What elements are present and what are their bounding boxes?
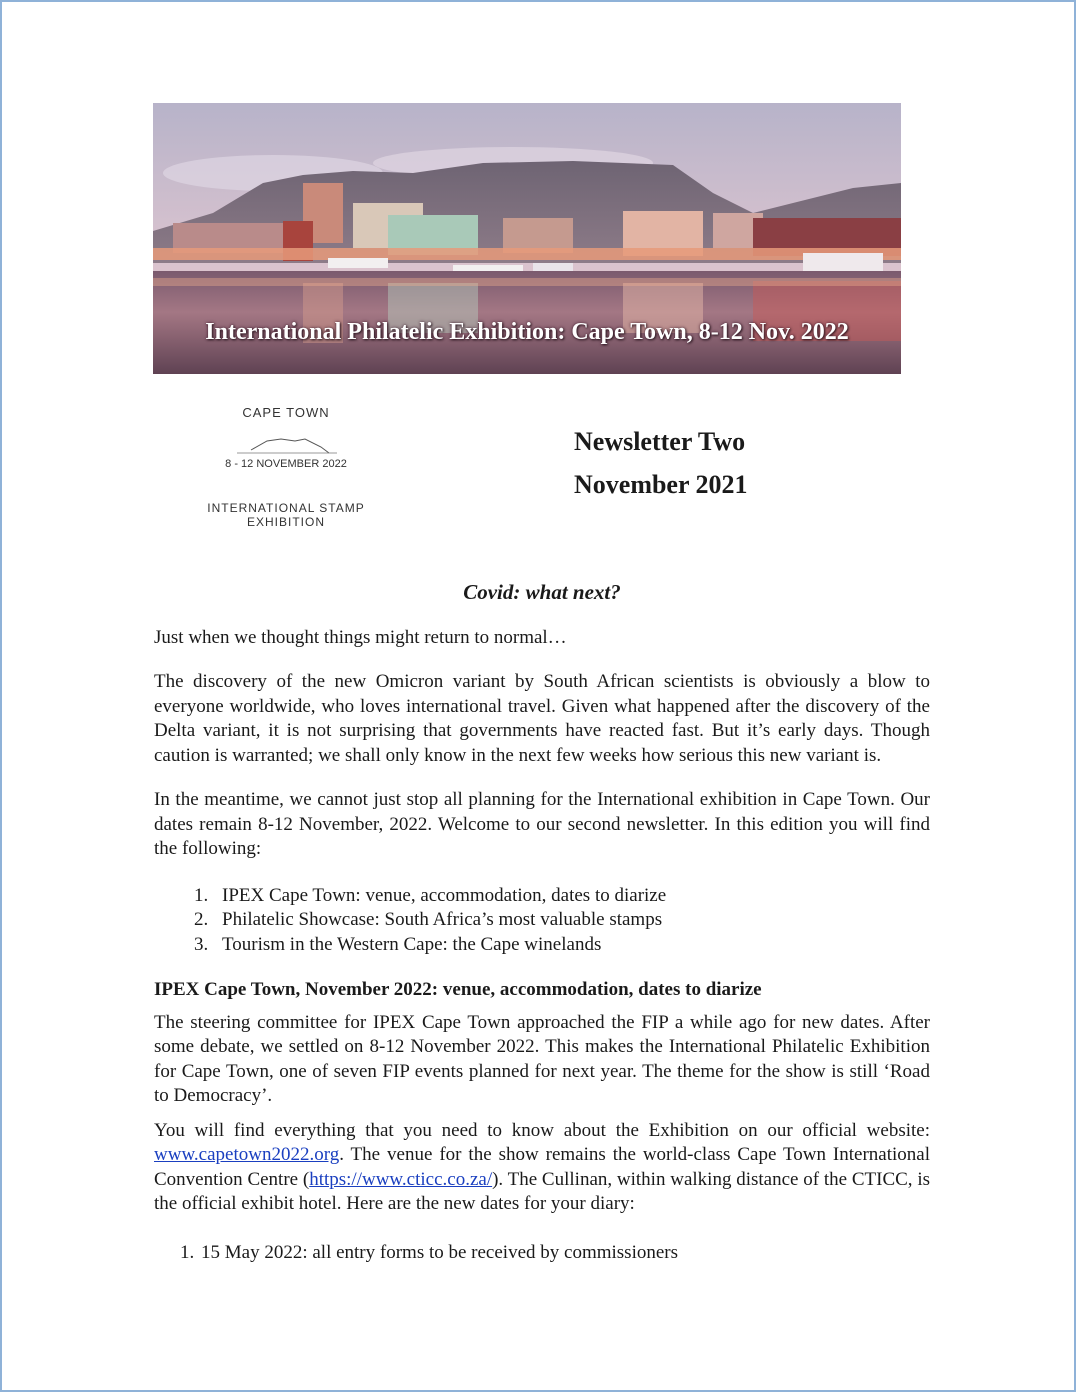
newsletter-date: November 2021 [574,470,748,499]
ipex-heading: IPEX Cape Town, November 2022: venue, accommodation, dates to diarize [154,979,762,1000]
newsletter-title: Newsletter Two [574,427,746,456]
list-item: 2. Philatelic Showcase: South Africa’s most valuable stamps [194,909,663,930]
header-banner-image [153,103,901,374]
newsletter-body [154,580,930,1265]
cticc-link[interactable]: https://www.cticc.co.za/ [309,1168,493,1190]
banner-caption: International Philatelic Exhibition: Cape Town, 8-12 Nov. 2022 [205,319,849,345]
covid-intro: Just when we thought things might return to normal… [154,626,567,648]
ipex-paragraph-website: You will find everything that you need to know about the Exhibition on our official website: www.capetown2022.org. The venue for the show remains the world-class Cape Town International Convention Centre (https://www.cticc.co.za/). The Cullinan, within walking distance of the CTICC, is the official exhibit hotel. Here are the new dates for your diary: [154,1119,931,1214]
list-item: 3. Tourism in the Western Cape: the Cape winelands [194,933,602,955]
stamp-ring-text: INTERNATIONAL STAMP EXHIBITION [207,501,365,529]
exhibition-stamp-logo [197,397,375,529]
covid-paragraph-omicron: The discovery of the new Omicron variant by South African scientists is obviously a blow to everyone worldwide, who loves international travel. Given what happened after the discovery of the Delta variant, it is not surprising that governments have reacted fast. But it’s early days. Though caution is warranted; we shall only know in the next few weeks how serious this new variant is. [154,671,930,766]
ipex-paragraph-dates: The steering committee for IPEX Cape Town approached the FIP a while ago for new dates. After some debate, we settled on 8-12 November 2022. This makes the International Philatelic Exhibition for Cape Town, one of seven FIP events planned for next year. The theme for the show is still ‘Road to Democracy’. [154,1011,930,1106]
list-item: 1. 15 May 2022: all entry forms to be received by commissioners [180,1241,679,1263]
stamp-arc-top-text: CAPE TOWN [242,405,330,420]
newsletter-heading [574,420,748,506]
stamp-date: 8 - 12 NOVEMBER 2022 [225,458,347,470]
covid-heading: Covid: what next? [463,580,621,604]
diary-dates-list [180,1241,930,1266]
capetown2022-link[interactable]: www.capetown2022.org [154,1144,340,1165]
list-item: 1. IPEX Cape Town: venue, accommodation, dates to diarize [194,884,667,906]
contents-list [194,884,930,958]
covid-paragraph-planning: In the meantime, we cannot just stop all planning for the International exhibition in Cape Town. Our dates remain 8-12 November, 2022. Welcome to our second newsletter. In this edition you will find the following: [154,789,930,859]
